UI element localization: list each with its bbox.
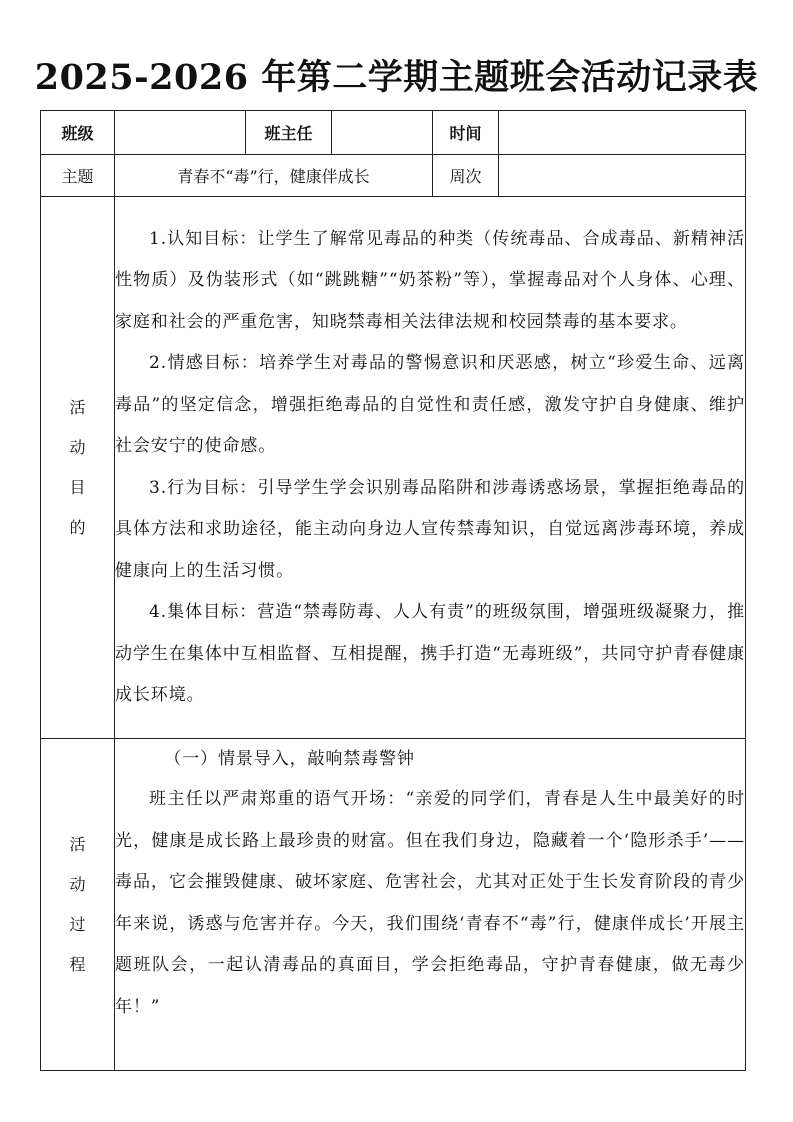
theme-value: 青春不“毒”行，健康伴成长 xyxy=(115,155,433,197)
purpose-label-char: 活 xyxy=(69,397,86,417)
process-label xyxy=(41,739,115,1071)
process-row xyxy=(41,739,746,1071)
week-value-field[interactable] xyxy=(499,155,746,197)
process-label-char: 动 xyxy=(69,874,86,894)
purpose-paragraph-behavioral: 3.行为目标：引导学生学会识别毒品陷阱和涉毒诱惑场景，掌握拒绝毒品的具体方法和求助途径，能主动向身边人宣传禁毒知识，自觉远离涉毒环境，养成健康向上的生活习惯。 xyxy=(115,477,745,581)
page-title: 2025-2026 年第二学期主题班会活动记录表 xyxy=(34,57,759,98)
record-table xyxy=(40,110,746,1071)
theme-row xyxy=(41,155,746,197)
class-value-field[interactable] xyxy=(115,111,246,155)
purpose-content xyxy=(115,197,746,739)
theme-label: 主题 xyxy=(41,155,115,197)
process-section-heading: （一）情景导入，敲响禁毒警钟 xyxy=(164,749,415,769)
time-label: 时间 xyxy=(433,111,499,155)
process-paragraph: 班主任以严肃郑重的语气开场：“亲爱的同学们，青春是人生中最美好的时光，健康是成长路上最珍贵的财富。但在我们身边，隐藏着一个‘隐形杀手’——毒品，它会摧毁健康、破坏家庭、危害社会，尤其对正处于生长发育阶段的青少年来说，诱惑与危害并存。今天，我们围绕‘青春不“毒”行，健康伴成长’开展主题班队会，一起认清毒品的真面目，学会拒绝毒品，守护青春健康，做无毒少年！” xyxy=(115,789,745,1017)
week-label: 周次 xyxy=(433,155,499,197)
process-label-char: 活 xyxy=(69,834,86,854)
purpose-label-char: 动 xyxy=(69,437,86,457)
purpose-row xyxy=(41,197,746,739)
process-label-char: 过 xyxy=(69,914,86,934)
purpose-paragraph-collective: 4.集体目标：营造“禁毒防毒、人人有责”的班级氛围，增强班级凝聚力，推动学生在集体中互相监督、互相提醒，携手打造“无毒班级”，共同守护青春健康成长环境。 xyxy=(115,602,745,705)
purpose-label xyxy=(41,197,115,739)
teacher-value-field[interactable] xyxy=(332,111,433,155)
time-value-field[interactable] xyxy=(499,111,746,155)
class-label: 班级 xyxy=(41,111,115,155)
teacher-label: 班主任 xyxy=(246,111,332,155)
process-label-char: 程 xyxy=(69,954,86,974)
purpose-label-char: 的 xyxy=(69,517,86,537)
process-content xyxy=(115,739,746,1071)
purpose-paragraph-cognitive: 1.认知目标：让学生了解常见毒品的种类（传统毒品、合成毒品、新精神活性物质）及伪装形式（如“跳跳糖”“奶茶粉”等），掌握毒品对个人身体、心理、家庭和社会的严重危害，知晓禁毒相关法律法规和校园禁毒的基本要求。 xyxy=(115,228,745,332)
purpose-paragraph-emotional: 2.情感目标：培养学生对毒品的警惕意识和厌恶感，树立“珍爱生命、远离毒品”的坚定信念，增强拒绝毒品的自觉性和责任感，激发守护自身健康、维护社会安宁的使命感。 xyxy=(115,353,745,456)
purpose-label-char: 目 xyxy=(69,477,86,497)
header-row xyxy=(41,111,746,155)
